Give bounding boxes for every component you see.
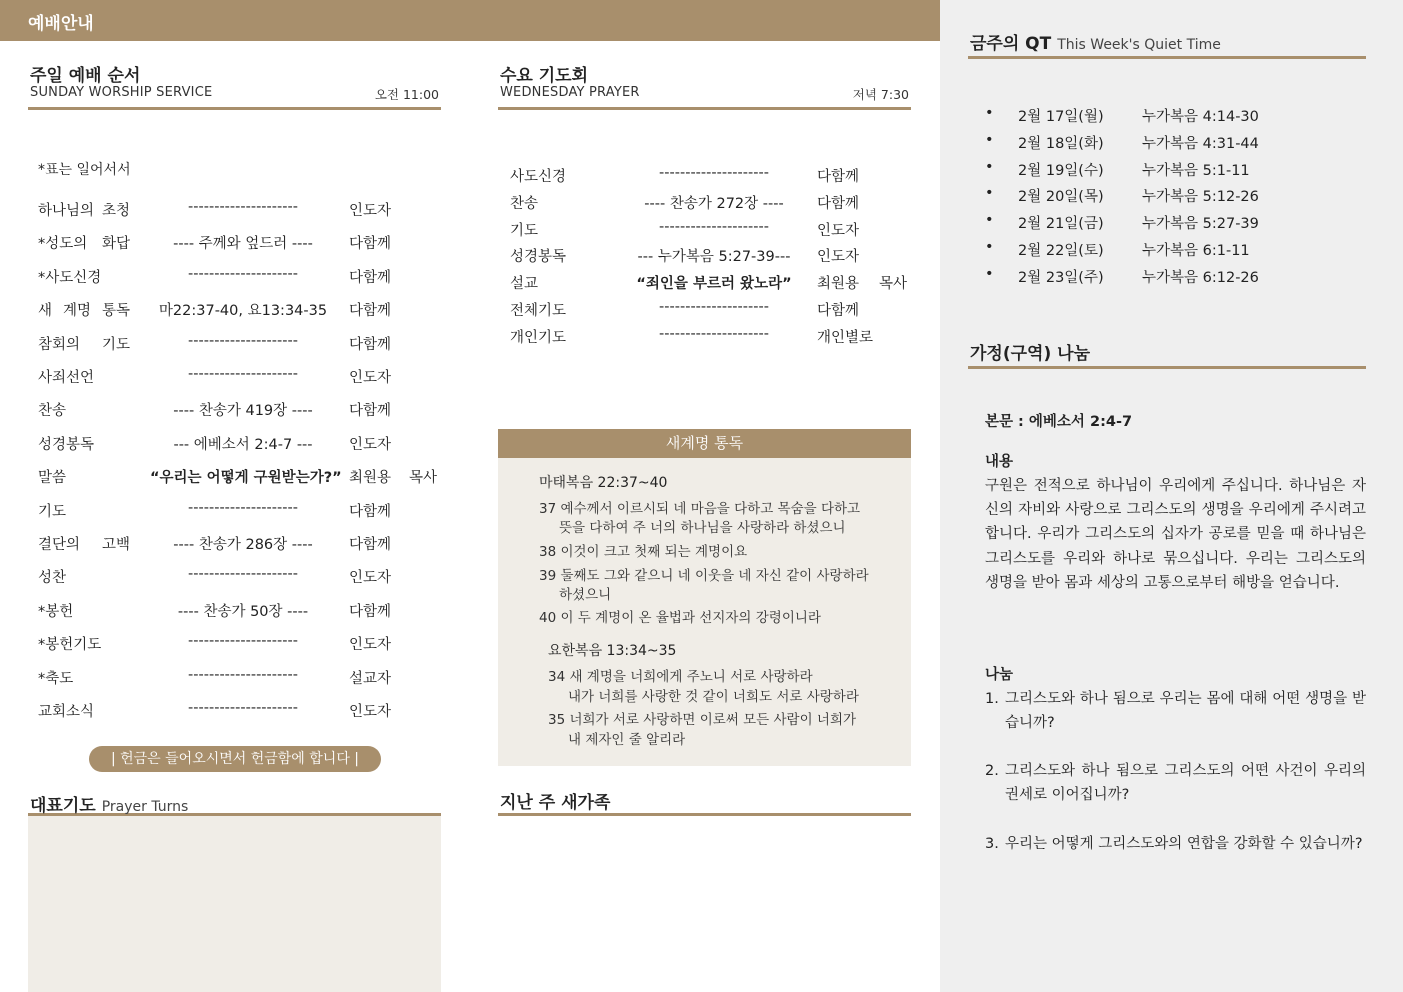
qt-date: 2월 19일(수) <box>1018 162 1104 179</box>
order-item-detail: --------------------- <box>659 299 769 315</box>
bullet-icon: • <box>985 185 994 202</box>
order-item-leader: 다함께 <box>349 537 392 553</box>
order-item-detail: “죄인을 부르러 왔노라” <box>636 276 792 293</box>
question-number: 2. <box>985 763 999 779</box>
order-row <box>38 232 438 252</box>
order-item-name: 설교 <box>510 276 539 293</box>
order-item-leader: 다함께 <box>817 169 860 185</box>
order-item-name: 전체기도 <box>510 303 567 319</box>
sunday-section-header <box>28 60 441 110</box>
order-row <box>510 299 908 319</box>
question-text: 그리스도와 하나 됨으로 우리는 몸에 대해 어떤 생명을 받습니까? <box>1005 691 1366 732</box>
order-item-detail: --------------------- <box>188 265 298 282</box>
order-item-leader: 최원용 목사 <box>349 470 437 487</box>
order-row <box>38 199 438 219</box>
order-row <box>38 700 438 720</box>
bullet-icon: • <box>985 158 994 175</box>
order-item-detail: ---- 찬송가 286장 ---- <box>173 537 313 553</box>
order-item-detail: --------------------- <box>188 499 298 516</box>
order-item-name: 성경봉독 <box>510 249 567 266</box>
qt-reference: 누가복음 4:14-30 <box>1142 109 1259 125</box>
order-item-name: 말씀 <box>38 470 67 487</box>
matthew-line: 하셨으니 <box>559 587 612 603</box>
order-item-detail: --------------------- <box>188 633 298 650</box>
standing-note: *표는 일어서서 <box>38 162 131 178</box>
prayer-turns-title-wrap <box>30 791 188 816</box>
qt-date: 2월 22일(토) <box>1018 243 1104 259</box>
order-item-detail: 마22:37-40, 요13:34-35 <box>158 303 328 320</box>
order-item-leader: 인도자 <box>817 249 860 266</box>
question-number: 1. <box>985 691 999 707</box>
bullet-icon: • <box>985 212 994 229</box>
matthew-line: 39 둘째도 그와 같으니 네 이웃을 네 자신 같이 사랑하라 <box>539 568 869 584</box>
order-item-name: *축도 <box>38 670 74 687</box>
prayer-turns-box <box>28 816 441 992</box>
qt-title: 금주의 QT <box>970 34 1052 54</box>
order-item-detail: --- 에베소서 2:4-7 --- <box>173 436 313 453</box>
john-line: 34 새 계명을 너희에게 주노니 서로 사랑하라 <box>548 669 813 685</box>
prayer-turns-subtitle: Prayer Turns <box>101 799 189 815</box>
bullet-icon: • <box>985 265 994 282</box>
sunday-time: 오전 11:00 <box>374 87 439 102</box>
order-row <box>38 667 438 687</box>
content-label: 내용 <box>985 454 1014 470</box>
sharing-label: 나눔 <box>985 667 1014 683</box>
qt-title-wrap <box>970 29 1221 54</box>
order-row <box>38 299 438 319</box>
matthew-line: 뜻을 다하여 주 너의 하나님을 사랑하라 하셨으니 <box>559 520 846 536</box>
qt-subtitle: This Week's Quiet Time <box>1057 37 1221 53</box>
qt-date: 2월 18일(화) <box>1018 135 1104 152</box>
question-item <box>985 832 1366 882</box>
order-item-leader: 다함께 <box>817 303 860 319</box>
prayer-turns-header <box>28 788 441 816</box>
bullet-icon: • <box>985 105 994 121</box>
question-item <box>985 759 1366 809</box>
small-group-title: 가정(구역) 나눔 <box>970 344 1090 364</box>
order-item-detail: --------------------- <box>188 199 298 215</box>
order-item-leader: 인도자 <box>349 436 392 453</box>
order-item-detail: --- 누가복음 5:27-39--- <box>637 249 791 266</box>
prayer-turns-title: 대표기도 <box>30 796 96 816</box>
new-commandment-header: 새계명 통독 <box>498 429 911 458</box>
order-row <box>38 366 438 386</box>
order-item-detail: ---- 찬송가 50장 ---- <box>177 603 309 620</box>
order-item-name: 새 계명 통독 <box>38 303 130 320</box>
question-text: 우리는 어떻게 그리스도와의 연합을 강화할 수 있습니까? <box>1005 836 1363 852</box>
matthew-line: 37 예수께서 이르시되 네 마음을 다하고 목숨을 다하고 <box>539 501 861 517</box>
order-item-detail: --------------------- <box>188 700 298 716</box>
order-row <box>38 533 438 553</box>
order-item-name: 기도 <box>38 503 67 520</box>
order-row <box>510 326 908 346</box>
order-item-leader: 다함께 <box>349 503 392 520</box>
qt-header <box>968 28 1366 59</box>
order-row <box>38 633 438 653</box>
order-item-name: 개인기도 <box>510 329 567 346</box>
order-item-name: *봉헌 <box>38 603 74 620</box>
order-item-name: 사도신경 <box>510 169 567 185</box>
order-item-name: *봉헌기도 <box>38 637 102 654</box>
order-row <box>510 272 908 292</box>
order-item-leader: 인도자 <box>349 704 392 720</box>
wednesday-title: 수요 기도회 <box>500 66 589 86</box>
small-group-text-line: 본문 : 에베소서 2:4-7 <box>985 414 1133 430</box>
order-item-leader: 다함께 <box>349 603 392 620</box>
order-row <box>38 466 438 486</box>
order-item-name: 교회소식 <box>38 704 95 720</box>
order-item-detail: --------------------- <box>188 566 298 583</box>
order-item-name: 기도 <box>510 222 539 239</box>
order-item-leader: 인도자 <box>349 570 392 587</box>
order-row <box>510 245 908 265</box>
order-row <box>38 399 438 419</box>
order-row <box>38 266 438 286</box>
order-item-detail: --------------------- <box>659 325 769 342</box>
small-group-header <box>968 337 1366 369</box>
order-item-detail: ---- 찬송가 419장 ---- <box>173 403 313 420</box>
order-item-detail: --------------------- <box>188 666 298 683</box>
john-line: 내가 너희를 사랑한 것 같이 너희도 서로 사랑하라 <box>568 689 859 705</box>
new-commandment-box <box>498 458 911 766</box>
order-item-leader: 다함께 <box>349 336 392 353</box>
content-paragraph: 구원은 전적으로 하나님이 우리에게 주십니다. 하나님은 자신의 자비와 사랑으로 그리스도의 생명을 우리에게 주시려고 합니다. 우리가 그리스도의 십자가 공로를 믿을 때 하나님은 그리스도를 우리와 하나로 묶으십니다. 우리는 그리스도의 생명을 받아 몸과 세상의 고통으로부터 해방을 얻습니다. <box>985 478 1366 591</box>
order-item-leader: 개인별로 <box>817 329 874 346</box>
bullet-icon: • <box>985 131 994 148</box>
new-family-title: 지난 주 새가족 <box>500 793 611 813</box>
order-item-leader: 설교자 <box>349 670 392 687</box>
order-row <box>38 433 438 453</box>
qt-reference: 누가복음 4:31-44 <box>1142 135 1259 152</box>
wednesday-subtitle: WEDNESDAY PRAYER <box>500 85 640 100</box>
header-bar <box>0 0 940 41</box>
order-item-name: 찬송 <box>38 403 67 420</box>
qt-reference: 누가복음 5:27-39 <box>1142 216 1259 233</box>
order-row <box>510 192 908 212</box>
wednesday-time: 저녁 7:30 <box>852 87 909 102</box>
order-item-detail: ---- 찬송가 272장 ---- <box>644 195 784 212</box>
order-item-leader: 최원용 목사 <box>817 276 907 293</box>
qt-date: 2월 21일(금) <box>1018 216 1104 233</box>
question-item <box>985 687 1366 737</box>
qt-date: 2월 20일(목) <box>1018 189 1104 206</box>
qt-reference: 누가복음 5:12-26 <box>1142 189 1259 206</box>
order-row <box>38 500 438 520</box>
wednesday-section-header <box>498 60 911 110</box>
offering-note: | 헌금은 들어오시면서 헌금함에 합니다 | <box>89 746 381 772</box>
qt-date: 2월 17일(월) <box>1018 109 1104 125</box>
bullet-icon: • <box>985 239 994 255</box>
question-text: 그리스도와 하나 됨으로 그리스도의 어떤 사건이 우리의 권세로 이어집니까? <box>1005 763 1366 804</box>
order-item-detail: --------------------- <box>188 366 298 382</box>
order-item-name: 하나님의 초청 <box>38 203 130 219</box>
order-item-detail: --------------------- <box>188 332 298 349</box>
order-item-leader: 다함께 <box>817 195 860 212</box>
order-item-detail: “우리는 어떻게 구원받는가?” <box>150 470 342 487</box>
order-row <box>510 165 908 185</box>
sunday-title: 주일 예배 순서 <box>30 66 141 86</box>
order-row <box>38 333 438 353</box>
order-item-name: 성찬 <box>38 570 67 587</box>
order-item-leader: 인도자 <box>349 637 392 654</box>
order-item-leader: 인도자 <box>817 222 860 239</box>
order-item-leader: 다함께 <box>349 236 392 253</box>
order-item-name: *성도의 화답 <box>38 236 130 253</box>
order-item-leader: 다함께 <box>349 303 392 320</box>
matthew-title: 마태복음 22:37~40 <box>539 475 668 491</box>
order-item-leader: 다함께 <box>349 403 392 420</box>
question-number: 3. <box>985 836 999 852</box>
john-line: 35 너희가 서로 사랑하면 이로써 모든 사람이 너희가 <box>548 712 857 728</box>
order-item-leader: 다함께 <box>349 269 392 286</box>
order-item-name: 찬송 <box>510 195 539 212</box>
order-item-name: 참회의 기도 <box>38 336 130 353</box>
qt-date: 2월 23일(주) <box>1018 269 1104 286</box>
order-item-name: 사죄선언 <box>38 370 95 386</box>
sunday-subtitle: SUNDAY WORSHIP SERVICE <box>30 85 213 100</box>
new-family-header <box>498 785 911 816</box>
order-item-detail: --------------------- <box>659 165 769 181</box>
order-item-detail: --------------------- <box>659 218 769 235</box>
matthew-line: 38 이것이 크고 첫째 되는 계명이요 <box>539 544 748 560</box>
order-item-name: 성경봉독 <box>38 436 95 453</box>
order-item-detail: ---- 주께와 엎드러 ---- <box>173 236 313 253</box>
header-title: 예배안내 <box>28 14 94 34</box>
order-row <box>38 600 438 620</box>
matthew-line: 40 이 두 계명이 온 율법과 선지자의 강령이니라 <box>539 610 821 626</box>
order-item-leader: 인도자 <box>349 370 392 386</box>
qt-reference: 누가복음 6:12-26 <box>1142 269 1259 286</box>
order-item-name: 결단의 고백 <box>38 537 130 553</box>
order-item-name: *사도신경 <box>38 269 102 286</box>
order-row <box>38 566 438 586</box>
qt-reference: 누가복음 6:1-11 <box>1142 243 1250 259</box>
order-item-leader: 인도자 <box>349 203 392 219</box>
john-title: 요한복음 13:34~35 <box>548 643 677 659</box>
qt-reference: 누가복음 5:1-11 <box>1142 162 1250 179</box>
order-row <box>510 219 908 239</box>
john-line: 내 제자인 줄 알리라 <box>568 732 686 748</box>
